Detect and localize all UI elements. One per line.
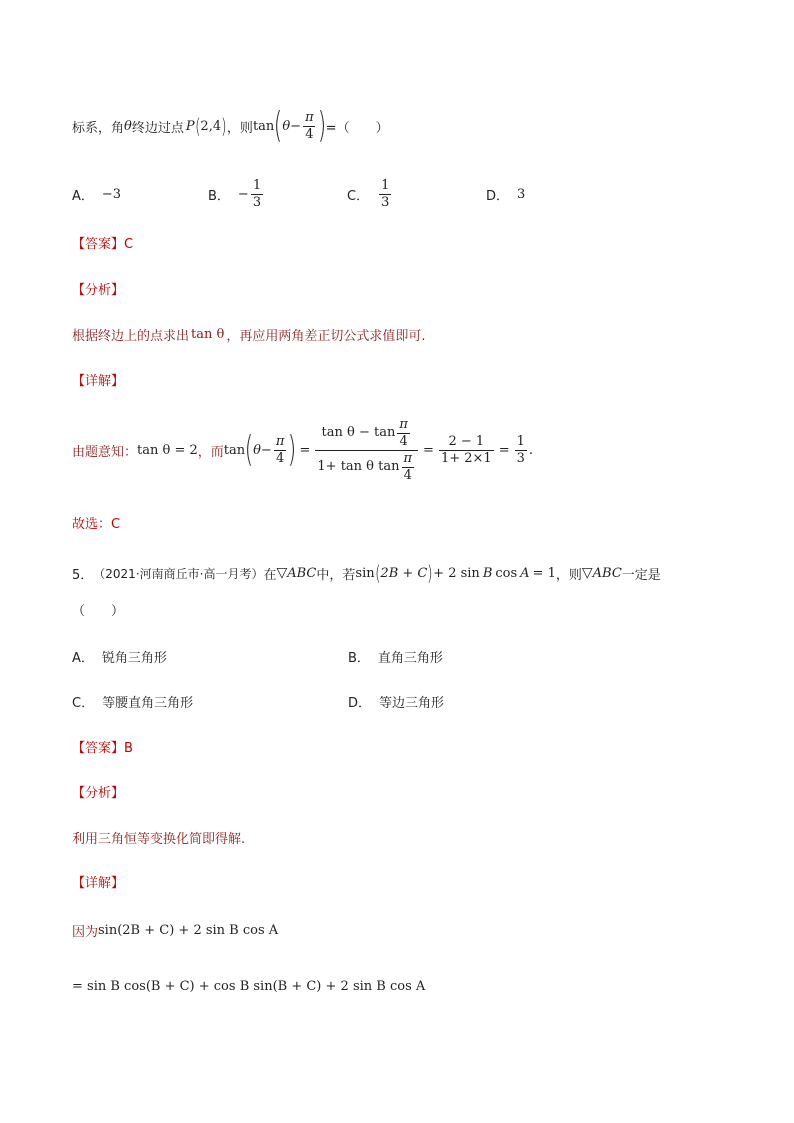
q5-sin: sin (355, 565, 375, 581)
q5-abc: ABC (287, 565, 317, 581)
q4-analysis-b: ，再应用两角差正切公式求值即可. (226, 328, 426, 344)
q4-paren-open: ( (194, 114, 201, 138)
q4-option-a-value: −3 (101, 186, 122, 202)
q4-stem (72, 106, 389, 146)
q5-option-c (72, 692, 193, 711)
q5-number: 5． (72, 567, 94, 583)
q5-analysis-label: 【分析】 (72, 786, 125, 801)
q5-option-a (72, 647, 167, 666)
q5-B: B (482, 565, 493, 581)
q4-detail-equals-2: = (423, 442, 434, 458)
q5-paren-close: ) (427, 561, 433, 585)
q4-four: 4 (305, 126, 314, 142)
q5-answer-value: B (124, 741, 133, 756)
q4-detail-big-num (320, 418, 414, 450)
q4-detail-equals-3: = (498, 442, 510, 458)
q4-option-b-letter: B． (208, 188, 230, 204)
q5-detail-line2-math: = sin B cos(B + C) + cos B sin(B + C) + 2 sin B cos A (72, 978, 426, 994)
q4-detail-minus: − (261, 442, 272, 458)
q5-detail-label: 【详解】 (72, 876, 125, 891)
q4-answer-value: C (124, 237, 134, 252)
q4-option-b-den: 3 (252, 194, 262, 210)
q4-option-c (347, 174, 393, 214)
q4-detail-frac2-den: 1+ 2×1 (440, 450, 492, 466)
q5-detail-line1-math: sin(2B + C) + 2 sin B cos A (98, 922, 279, 938)
q4-answer (72, 233, 133, 252)
q4-bigparen-open: ( (274, 105, 283, 146)
q4-option-b-sign: − (237, 186, 249, 202)
q5-option-b (348, 647, 443, 666)
q4-detail-den-pi4 (402, 452, 415, 483)
q4-stem-prefix: 标系，角 (72, 120, 125, 136)
q4-detail-num-pi: π (399, 416, 408, 432)
q4-option-a (72, 183, 121, 205)
q4-detail-den-pi: π (403, 450, 413, 466)
q4-equals-paren: =（ ） (325, 120, 389, 136)
q4-conclusion-value: C (111, 517, 121, 532)
q5-answer-label: 【答案】 (72, 741, 125, 756)
q5-triangle-icon-2: ▽ (581, 565, 593, 581)
q4-option-d-letter: D． (486, 188, 510, 204)
q4-detail-tan: tan (223, 442, 246, 458)
q4-analysis-a: 根据终边上的点求出 (72, 328, 190, 344)
q4-paren-close: ) (221, 114, 227, 138)
q4-detail-four: 4 (276, 450, 285, 466)
q5-option-b-text: 直角三角形 (377, 651, 443, 666)
q4-option-b-num: 1 (252, 177, 262, 193)
q4-point-coords: 2,4 (200, 118, 222, 134)
q4-option-b (208, 174, 265, 214)
q4-pi: π (305, 109, 314, 125)
q4-bigparen-close: ) (317, 105, 326, 146)
q4-answer-label: 【答案】 (72, 237, 125, 252)
q5-paren-content: 2B + C (380, 565, 428, 581)
q4-option-d-value: 3 (517, 186, 526, 202)
q4-option-a-letter: A． (72, 188, 94, 204)
q4-option-d (486, 183, 525, 205)
q4-point: P (185, 118, 195, 134)
q4-detail-paren-open: ( (244, 429, 254, 470)
q5-detail-prefix: 因为 (72, 924, 99, 940)
q5-eq-one: = 1 (532, 565, 556, 581)
q5-triangle-icon: ▽ (276, 565, 288, 581)
q4-tan: tan (252, 118, 275, 134)
q5-stem-c: ，则 (555, 567, 582, 583)
q4-detail-pi: π (275, 433, 285, 449)
q4-detail-frac2-num: 2 − 1 (448, 433, 485, 449)
q5-option-c-text: 等腰直角三角形 (102, 696, 194, 711)
q5-paren-blank: （ ） (72, 604, 125, 619)
q4-analysis-tan: tan θ (191, 326, 225, 342)
q4-detail-fraction-2 (439, 435, 494, 466)
q5-option-a-text: 锐角三角形 (101, 651, 167, 666)
q4-detail-equals-1: = (299, 442, 311, 458)
q4-analysis-label: 【分析】 (72, 283, 125, 298)
q5-stem (72, 561, 661, 585)
q4-detail-theta: θ (253, 442, 261, 458)
q4-detail-equation (72, 412, 533, 488)
q4-conclusion (72, 513, 120, 532)
q4-conclusion-label: 故选： (72, 517, 112, 532)
q4-stem-mid: 终边过点 (131, 120, 184, 136)
q5-option-b-letter: B． (348, 651, 370, 666)
q4-theta-2: θ (282, 118, 291, 134)
q4-detail-eq1: tan θ = 2 (137, 442, 198, 458)
q4-detail-period: . (528, 442, 534, 458)
q4-detail-big-fraction (315, 418, 418, 483)
q5-source: （2021·河南商丘市·高一月考） (93, 566, 264, 581)
q5-stem-b: 中，若 (316, 567, 356, 583)
q5-detail-line1 (72, 918, 278, 942)
q5-stem-a: 在 (263, 567, 277, 583)
q5-abc-2: ABC (592, 565, 622, 581)
q4-detail-num-four: 4 (399, 433, 408, 449)
q5-paren-open: ( (374, 561, 381, 585)
q4-detail-den-four: 4 (403, 467, 412, 483)
q5-answer (72, 737, 133, 756)
q5-A: A (520, 565, 530, 581)
q4-detail-result-num: 1 (516, 433, 525, 449)
q5-option-d-letter: D． (348, 696, 372, 711)
q4-option-b-fraction (251, 179, 263, 210)
q4-option-c-fraction (379, 179, 391, 210)
q5-detail-line2 (72, 974, 425, 998)
q4-detail-fraction-3 (515, 435, 527, 466)
q4-detail-label: 【详解】 (72, 374, 125, 389)
q4-detail-comma: ，而 (197, 444, 224, 460)
q5-analysis: 利用三角恒等变换化简即得解. (72, 832, 246, 847)
q5-stem-d: 一定是 (621, 567, 661, 583)
q4-detail-paren-close: ) (288, 429, 297, 470)
q5-option-c-letter: C． (72, 696, 95, 711)
q4-detail-num-pi4 (397, 418, 410, 449)
q5-option-d (348, 692, 444, 711)
q5-option-d-text: 等边三角形 (379, 696, 445, 711)
q5-option-a-letter: A． (72, 651, 94, 666)
q4-pi-over-4 (303, 111, 316, 142)
q4-option-c-den: 3 (381, 194, 390, 210)
q4-detail-frac1-num: tan θ − tan (321, 425, 396, 440)
q4-detail-frac1-den: 1+ tan θ tan (317, 459, 400, 474)
q4-detail-prefix: 由题意知： (72, 444, 138, 460)
q4-detail-result-den: 3 (516, 450, 525, 466)
q4-analysis (72, 322, 425, 346)
q4-option-c-letter: C． (347, 188, 370, 204)
q4-detail-big-den (315, 450, 418, 483)
q4-theta: θ (124, 118, 132, 134)
q4-detail-pi-over-4 (274, 435, 287, 466)
q5-plus-two-sin: + 2 sin (433, 565, 480, 581)
q5-cos: cos (495, 565, 518, 581)
q4-minus: − (290, 118, 302, 134)
q4-stem-then: ，则 (226, 120, 253, 136)
q4-option-c-num: 1 (381, 177, 390, 193)
